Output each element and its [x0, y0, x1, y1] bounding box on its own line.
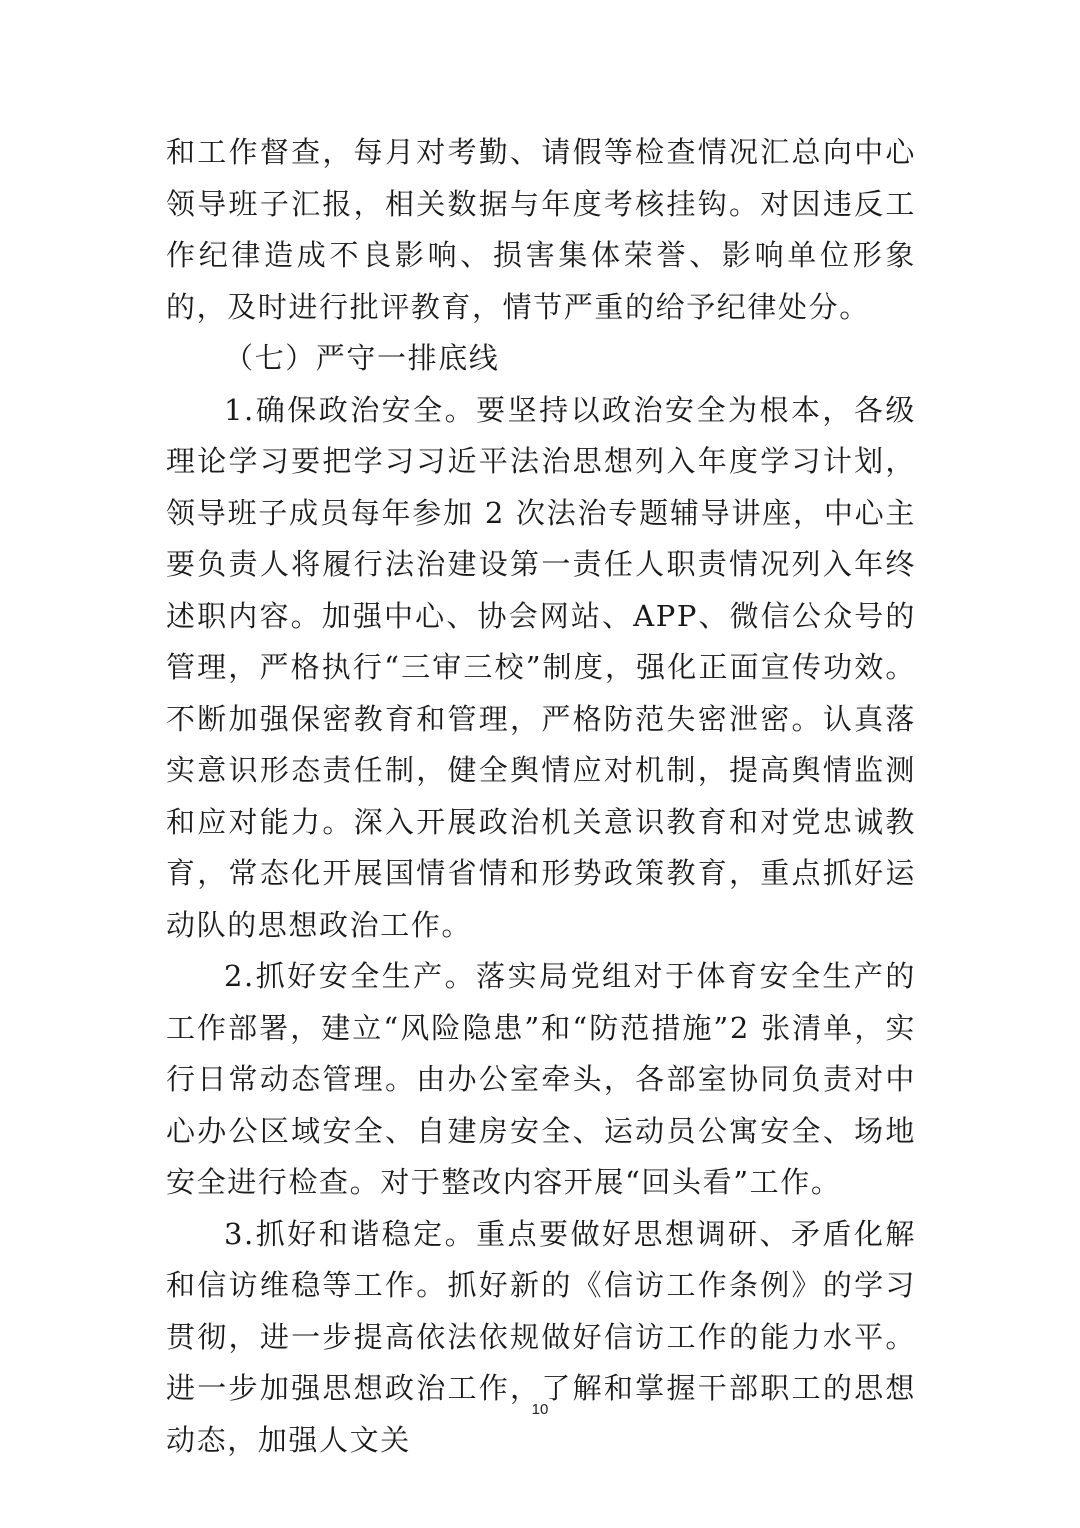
section-heading: （七）严守一排底线	[224, 341, 500, 375]
page-number: 10	[531, 1401, 549, 1418]
document-body	[166, 127, 916, 1466]
paragraph-item-2: 2.抓好安全生产。落实局党组对于体育安全生产的工作部署，建立“风险隐患”和“防范措施”2 张清单，实行日常动态管理。由办公室牵头，各部室协同负责对中心办公区域安全、自建房安全、运动员公寓安全、场地安全进行检查。对于整改内容开展“回头看”工作。	[166, 959, 916, 1199]
paragraph-continuation: 和工作督查，每月对考勤、请假等检查情况汇总向中心领导班子汇报，相关数据与年度考核挂钩。对因违反工作纪律造成不良影响、损害集体荣誉、影响单位形象的，及时进行批评教育，情节严重的给予纪律处分。	[166, 135, 916, 324]
paragraph-item-1: 1.确保政治安全。要坚持以政治安全为根本，各级理论学习要把学习习近平法治思想列入年度学习计划，领导班子成员每年参加 2 次法治专题辅导讲座，中心主要负责人将履行法治建设第一责任人职责情况列入年终述职内容。加强中心、协会网站、APP、微信公众号的管理，严格执行“三审三校”制度，强化正面宣传功效。不断加强保密教育和管理，严格防范失密泄密。认真落实意识形态责任制，健全舆情应对机制，提高舆情监测和应对能力。深入开展政治机关意识教育和对党忠诚教育，常态化开展国情省情和形势政策教育，重点抓好运动队的思想政治工作。	[166, 392, 916, 942]
paragraph-item-3: 3.抓好和谐稳定。重点要做好思想调研、矛盾化解和信访维稳等工作。抓好新的《信访工作条例》的学习贯彻，进一步提高依法依规做好信访工作的能力水平。进一步加强思想政治工作，了解和掌握干部职工的思想动态，加强人文关	[166, 1216, 916, 1457]
